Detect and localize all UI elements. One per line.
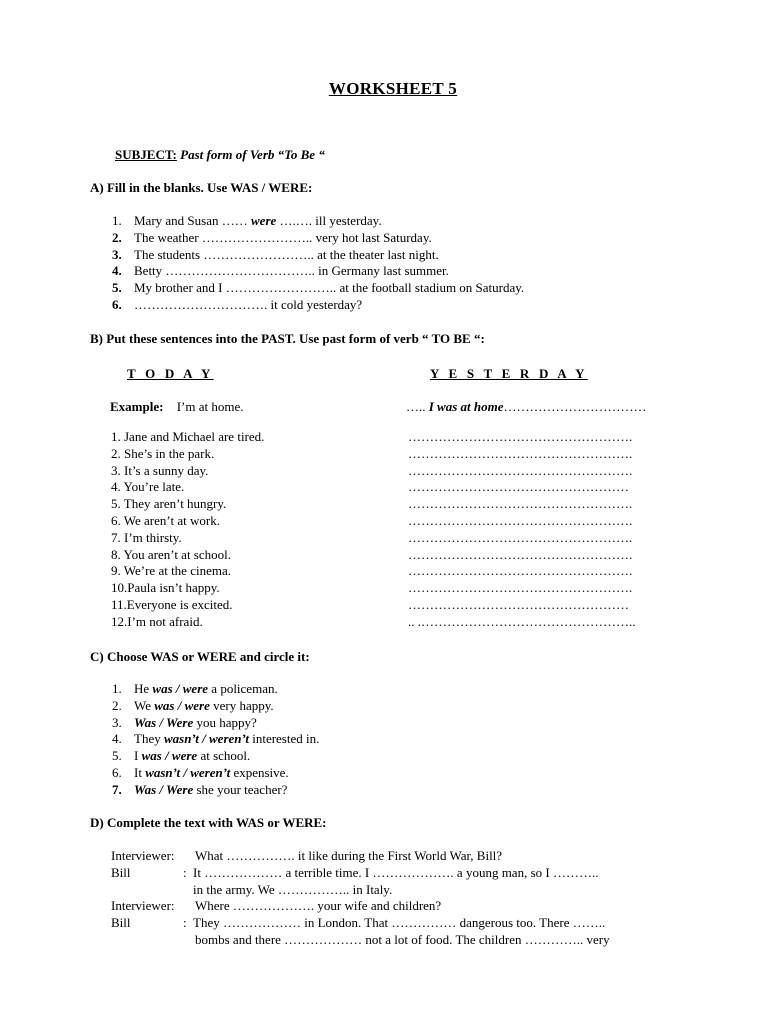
answer-blank: ……………………………………………. xyxy=(408,462,633,478)
answer-blank: …………………………………………… xyxy=(408,596,629,612)
dialogue-line: Interviewer: Where ………………. your wife and children? xyxy=(111,898,442,914)
list-item: 1. He was / were a policeman. xyxy=(112,681,278,696)
list-item: 4. Betty …………………………….. in Germany last summer. xyxy=(112,263,449,279)
today-header: T O D A Y xyxy=(127,366,214,381)
list-item: 1. Jane and Michael are tired. xyxy=(111,429,265,444)
list-item: 5. I was / were at school. xyxy=(112,748,251,764)
dialogue-line: Bill : They ……………… in London. That …………… dangerous too. There …….. xyxy=(111,915,606,931)
list-item: 9. We’re at the cinema. xyxy=(111,563,231,579)
list-item: 2. The weather …………………….. very hot last Saturday. xyxy=(112,229,432,245)
dialogue-line: Interviewer: What ……………. it like during the First World War, Bill? xyxy=(111,848,503,863)
subject-value: Past form of Verb “To Be “ xyxy=(180,147,325,162)
section-c-heading: C) Choose WAS or WERE and circle it: xyxy=(90,649,310,664)
section-a-heading: A) Fill in the blanks. Use WAS / WERE: xyxy=(90,180,313,195)
answer-blank: ……………………………………………. xyxy=(408,496,633,512)
page-title: WORKSHEET 5 xyxy=(328,79,458,98)
list-item: 6. …………………………. it cold yesterday? xyxy=(112,296,363,312)
list-item: 6. It wasn’t / weren’t expensive. xyxy=(112,764,289,780)
dialogue-line: bombs and there ……………… not a lot of food. The children ………….. very xyxy=(195,931,610,947)
answer-blank: ……………………………………………. xyxy=(408,445,633,461)
section-c-list xyxy=(112,681,319,799)
example-answer: ….. I was at home…………………………… xyxy=(406,399,647,414)
list-item: 11.Everyone is excited. xyxy=(111,596,233,612)
answer-blank: ……………………………………………. xyxy=(408,429,633,444)
list-item: 1. Mary and Susan …… were ….…. ill yesterday. xyxy=(112,213,382,228)
answer-blank: .. .………………………………………….. xyxy=(408,613,636,629)
section-a-list xyxy=(112,213,524,314)
yesterday-header: Y E S T E R D A Y xyxy=(430,366,588,381)
answer-blank: ……………………………………………. xyxy=(408,512,633,528)
list-item: 7. I’m thirsty. xyxy=(111,529,182,545)
list-item: 2. We was / were very happy. xyxy=(112,697,274,713)
list-item: 4. You’re late. xyxy=(111,479,185,495)
example-sentence: I’m at home. xyxy=(176,399,244,414)
dialogue-line: in the army. We …………….. in Italy. xyxy=(193,881,393,897)
list-item: 5. My brother and I …………………….. at the football stadium on Saturday. xyxy=(112,280,525,296)
answer-blank: ……………………………………………. xyxy=(408,546,633,562)
dialogue-line: Bill : It ……………… a terrible time. I ………………. a young man, so I ……….. xyxy=(111,864,599,880)
section-b-right-column xyxy=(408,429,636,631)
list-item: 3. It’s a sunny day. xyxy=(111,462,209,478)
example-row xyxy=(110,399,244,416)
answer-blank: ……………………………………………. xyxy=(408,529,633,545)
list-item: 8. You aren’t at school. xyxy=(111,546,232,562)
list-item: 10.Paula isn’t happy. xyxy=(111,580,220,596)
list-item: 2. She’s in the park. xyxy=(111,445,215,461)
list-item: 4. They wasn’t / weren’t interested in. xyxy=(112,731,320,747)
section-d-dialogue xyxy=(111,848,610,949)
section-b-left-column xyxy=(111,429,264,631)
subject-line xyxy=(115,147,325,164)
answer-blank: ……………………………………………. xyxy=(408,580,633,596)
list-item: 7. Was / Were she your teacher? xyxy=(112,781,288,797)
section-d-heading: D) Complete the text with WAS or WERE: xyxy=(90,815,327,830)
list-item: 6. We aren’t at work. xyxy=(111,512,220,528)
example-label: Example: xyxy=(110,399,164,414)
answer-blank: ……………………………………………. xyxy=(408,563,633,579)
subject-label: SUBJECT: xyxy=(115,147,177,162)
list-item: 12.I’m not afraid. xyxy=(111,613,203,629)
list-item: 3. Was / Were you happy? xyxy=(112,714,257,730)
list-item: 3. The students …………………….. at the theater last night. xyxy=(112,246,439,262)
answer-blank: …………………………………………… xyxy=(408,479,629,495)
section-b-heading: B) Put these sentences into the PAST. Use past form of verb “ TO BE “: xyxy=(90,331,485,346)
list-item: 5. They aren’t hungry. xyxy=(111,496,227,512)
